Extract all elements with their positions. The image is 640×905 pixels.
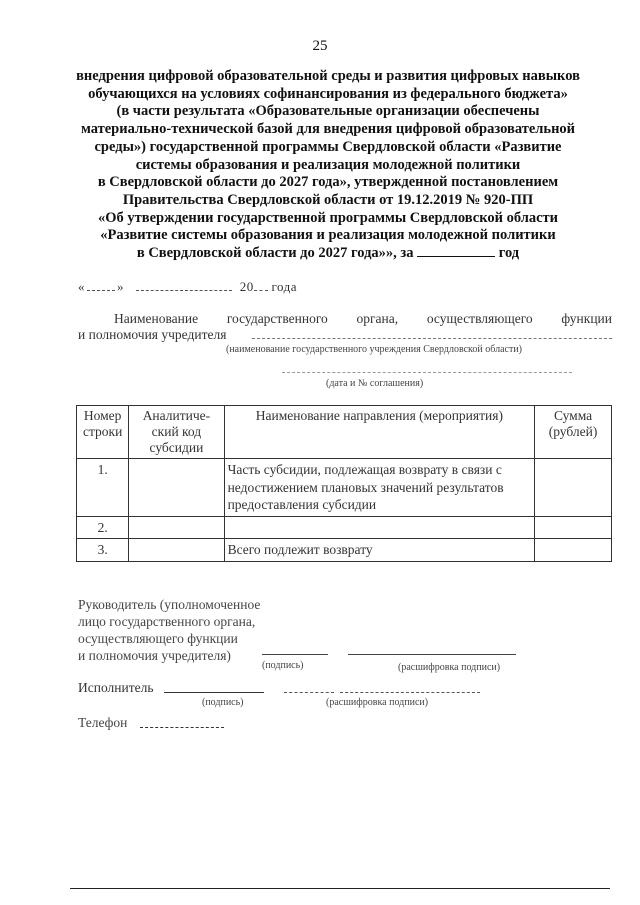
agreement-caption: (дата и № соглашения) (326, 378, 424, 389)
column-header-code: Аналитиче-ский код субсидии (129, 406, 224, 459)
cell-name[interactable] (224, 516, 535, 539)
cell-code[interactable] (129, 516, 224, 539)
head-signature-caption: (подпись) (262, 660, 304, 671)
year-digits-blank-field[interactable] (254, 281, 268, 291)
date-open-quote: « (78, 279, 85, 294)
heading-last-line-prefix: в Свердловской области до 2027 года»», за (136, 245, 414, 262)
head-signature-decoding-field[interactable] (348, 654, 516, 655)
heading-line: «Развитие системы образования и реализация молодежной политики (100, 227, 556, 244)
signature-label-line: Руководитель (уполномоченное (78, 597, 261, 612)
phone-label: Телефон (78, 715, 128, 730)
org-label-line1: Наименование государственного органа, осуществляющего функции (114, 311, 612, 326)
executor-signature-caption: (подпись) (202, 697, 244, 708)
heading-line: Правительства Свердловской области от 19.12.2019 № 920-ПП (122, 191, 534, 208)
heading-line: обучающихся на условиях софинансирования из федерального бюджета» (88, 85, 568, 102)
date-close-quote: » (117, 279, 124, 294)
cell-sum[interactable] (535, 539, 612, 562)
table-row (77, 539, 612, 562)
heading-line: материально-технической базой для внедрения цифровой образовательной (80, 121, 576, 138)
phone-field[interactable] (140, 727, 224, 728)
page-bottom-rule (70, 888, 610, 889)
table-header-row (77, 406, 612, 459)
cell-name: Всего подлежит возврату (224, 539, 535, 562)
date-line (78, 279, 297, 295)
agreement-field[interactable] (282, 372, 572, 373)
cell-sum[interactable] (535, 459, 612, 517)
heading-line: в Свердловской области до 2027 года», утвержденной постановлением (97, 174, 559, 191)
cell-name: Часть субсидии, подлежащая возврату в связи с недостижением плановых значений результатов предоставления субсидии (224, 459, 535, 517)
month-blank-field[interactable] (136, 281, 232, 291)
heading-last-line (58, 245, 598, 263)
heading-line: среды») государственной программы Свердловской области «Развитие (94, 138, 562, 155)
table-row (77, 516, 612, 539)
cell-code[interactable] (129, 459, 224, 517)
executor-decoding-caption: (расшифровка подписи) (326, 697, 429, 708)
heading-last-line-suffix: год (498, 245, 520, 262)
refund-table (76, 405, 612, 562)
heading-line: системы образования и реализация молодежной политики (135, 156, 521, 173)
signature-label-line: и полномочия учредителя) (78, 648, 231, 663)
head-signature-field[interactable] (262, 654, 328, 655)
cell-sum[interactable] (535, 516, 612, 539)
column-header-sum: Сумма (рублей) (535, 406, 612, 459)
cell-code[interactable] (129, 539, 224, 562)
heading-line: внедрения цифровой образовательной среды и развития цифровых навыков (76, 68, 580, 84)
column-header-name: Наименование направления (мероприятия) (224, 406, 535, 459)
executor-label: Исполнитель (78, 680, 154, 695)
year-prefix: 20 (239, 279, 254, 294)
executor-decoding-field[interactable] (340, 692, 480, 693)
table-row (77, 459, 612, 517)
signature-label-line: осуществляющего функции (78, 631, 238, 646)
heading-line: (в части результата «Образовательные организации обеспечены (116, 103, 540, 120)
org-label-line2: и полномочия учредителя (78, 327, 227, 342)
signature-label-line: лицо государственного органа, (78, 614, 256, 629)
column-header-number: Номер строки (77, 406, 129, 459)
executor-signature-field[interactable] (284, 692, 334, 693)
document-heading (58, 68, 598, 263)
head-signature-label (78, 596, 260, 664)
org-name-field[interactable] (252, 338, 612, 339)
executor-position-field[interactable] (164, 692, 264, 693)
head-decoding-caption: (расшифровка подписи) (398, 662, 501, 673)
cell-number: 2. (77, 516, 129, 539)
day-blank-field[interactable] (87, 281, 115, 291)
heading-line: «Об утверждении государственной программы Свердловской области (97, 209, 559, 226)
cell-number: 1. (77, 459, 129, 517)
page-number: 25 (312, 38, 328, 54)
year-suffix: года (271, 279, 298, 294)
org-caption: (наименование государственного учреждения Свердловской области) (226, 344, 523, 355)
cell-number: 3. (77, 539, 129, 562)
year-blank-field[interactable] (417, 245, 495, 257)
